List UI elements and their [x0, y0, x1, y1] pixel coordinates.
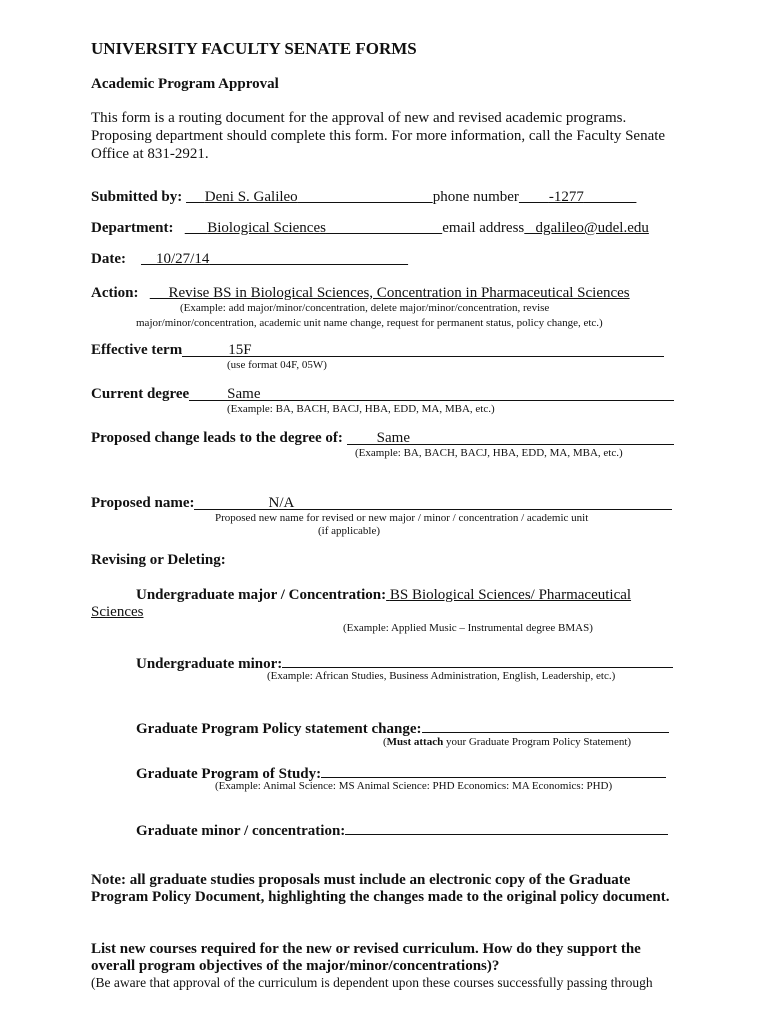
ug-major-value-continued: Sciences	[91, 604, 144, 620]
current-degree-label: Current degree	[91, 386, 190, 402]
proposed-degree-label: Proposed change leads to the degree of:	[91, 430, 343, 446]
ug-major-field[interactable]	[386, 587, 631, 603]
note-line-2: Program Policy Document, highlighting the changes made to the original policy document.	[91, 889, 670, 905]
ug-major-label: Undergraduate major / Concentration:	[136, 587, 387, 603]
current-degree-row	[91, 386, 674, 403]
current-degree-hint: (Example: BA, BACH, BACJ, HBA, EDD, MA, MBA, etc.)	[227, 403, 495, 415]
current-degree-value: Same	[227, 386, 261, 402]
department-value: Biological Sciences	[207, 220, 326, 236]
courses-question-line-2: overall program objectives of the major/minor/concentrations)?	[91, 958, 500, 974]
proposed-degree-hint: (Example: BA, BACH, BACJ, HBA, EDD, MA, MBA, etc.)	[355, 447, 623, 459]
grad-study-field[interactable]	[321, 763, 666, 778]
date-value: 10/27/14	[155, 251, 210, 267]
proposed-name-hint-line-1: Proposed new name for revised or new major / minor / concentration / academic unit	[215, 512, 589, 524]
department-row	[91, 220, 649, 237]
ug-minor-field[interactable]	[282, 653, 673, 668]
grad-minor-field[interactable]	[345, 820, 668, 835]
date-row	[91, 251, 408, 268]
date-label: Date:	[91, 251, 126, 267]
grad-policy-row	[136, 718, 669, 738]
date-field[interactable]	[141, 251, 408, 267]
current-degree-field[interactable]	[189, 386, 674, 401]
intro-text-line-2: Proposing department should complete this form. For more information, call the Faculty Senate	[91, 128, 666, 144]
department-field[interactable]	[185, 220, 442, 236]
department-label: Department:	[91, 220, 174, 236]
proposed-name-field[interactable]	[194, 495, 672, 510]
grad-minor-row	[136, 820, 668, 840]
effective-term-label: Effective term	[91, 342, 183, 358]
intro-text-line-3: Office at 831-2921.	[91, 146, 209, 162]
grad-minor-label: Graduate minor / concentration:	[136, 823, 346, 839]
action-example-line-2: major/minor/concentration, academic unit name change, request for permanent status, policy change, etc.)	[136, 317, 603, 329]
ug-minor-label: Undergraduate minor:	[136, 656, 283, 672]
revising-heading: Revising or Deleting:	[91, 552, 226, 568]
ug-major-value: BS Biological Sciences/ Pharmaceutical	[389, 587, 632, 603]
phone-value: -1277	[548, 189, 584, 205]
grad-study-hint: (Example: Animal Science: MS Animal Science: PHD Economics: MA Economics: PHD)	[215, 780, 613, 792]
action-value: Revise BS in Biological Sciences, Concentration in Pharmaceutical Sciences	[168, 285, 630, 301]
proposed-degree-field[interactable]	[347, 430, 674, 445]
page-title: UNIVERSITY FACULTY SENATE FORMS	[91, 39, 417, 58]
proposed-name-hint-line-2: (if applicable)	[318, 525, 380, 537]
action-label: Action:	[91, 285, 139, 301]
grad-study-label: Graduate Program of Study:	[136, 766, 322, 782]
grad-policy-field[interactable]	[422, 718, 669, 733]
submitted-by-field[interactable]	[186, 189, 433, 205]
effective-term-hint: (use format 04F, 05W)	[227, 359, 327, 371]
proposed-name-row	[91, 495, 672, 512]
grad-policy-hint: (Must attach your Graduate Program Policy Statement)	[383, 736, 632, 748]
grad-policy-hint-rest: your Graduate Program Policy Statement)	[443, 736, 632, 748]
proposed-degree-row	[91, 430, 674, 447]
effective-term-value: 15F	[228, 342, 252, 358]
effective-term-row	[91, 342, 664, 359]
intro-text-line-1: This form is a routing document for the approval of new and revised academic programs.	[91, 110, 627, 126]
action-example-line-1: (Example: add major/minor/concentration, delete major/minor/concentration, revise	[180, 302, 550, 314]
effective-term-field[interactable]	[182, 342, 664, 357]
action-field[interactable]	[150, 285, 630, 301]
courses-question-line-1: List new courses required for the new or revised curriculum. How do they support the	[91, 941, 641, 957]
phone-field[interactable]	[519, 189, 637, 205]
submitted-by-row	[91, 189, 636, 206]
form-subtitle: Academic Program Approval	[91, 76, 279, 92]
note-line-1: Note: all graduate studies proposals must include an electronic copy of the Graduate	[91, 872, 631, 888]
email-field[interactable]	[524, 220, 649, 236]
submitted-by-label: Submitted by:	[91, 189, 183, 205]
proposed-name-value: N/A	[268, 495, 295, 511]
proposed-name-label: Proposed name:	[91, 495, 195, 511]
action-row	[91, 285, 630, 302]
submitted-by-value: Deni S. Galileo	[204, 189, 298, 205]
ug-minor-hint: (Example: African Studies, Business Administration, English, Leadership, etc.)	[267, 670, 616, 682]
courses-note-line-3: (Be aware that approval of the curriculum is dependent upon these courses successfully passing through	[91, 975, 653, 990]
grad-policy-label: Graduate Program Policy statement change:	[136, 721, 422, 737]
phone-label: phone number	[432, 189, 519, 205]
proposed-degree-value: Same	[376, 430, 410, 446]
ug-major-hint: (Example: Applied Music – Instrumental degree BMAS)	[343, 622, 593, 634]
email-value: dgalileo@udel.edu	[535, 220, 649, 236]
grad-policy-hint-bold: Must attach	[386, 736, 444, 748]
ug-major-row	[136, 587, 631, 604]
email-label: email address	[442, 220, 525, 236]
